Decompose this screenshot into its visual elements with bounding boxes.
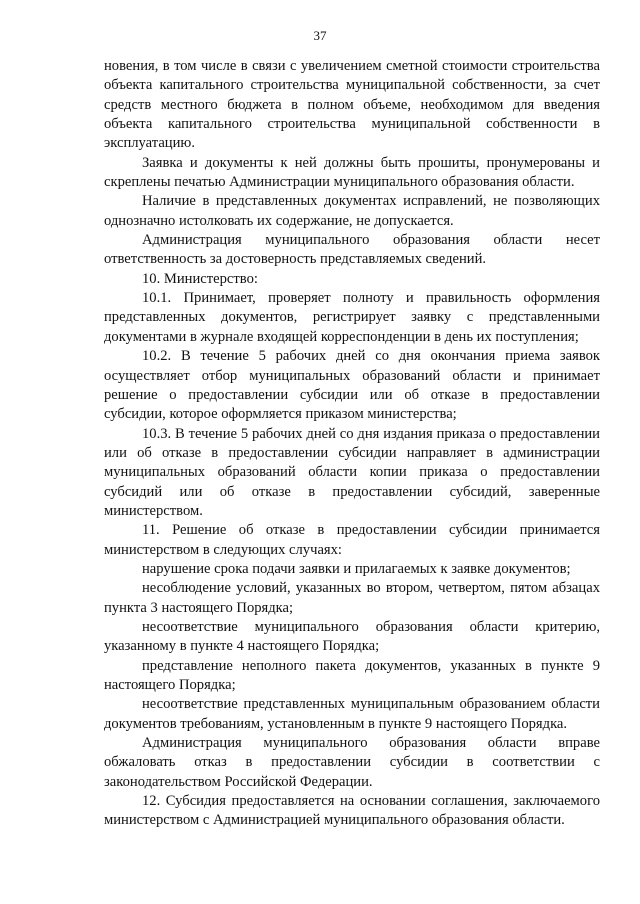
paragraph: 10.2. В течение 5 рабочих дней со дня окончания приема заявок осуществляет отбор муниципальных образований области и принимает решение о предоставлении субсидии или об отказе в предоставлении субсидии, которое оформляется приказом министерства; bbox=[104, 348, 600, 423]
paragraph: Администрация муниципального образования области несет ответственность за достоверность представляемых сведений. bbox=[104, 232, 600, 268]
paragraph: представление неполного пакета документов, указанных в пункте 9 настоящего Порядка; bbox=[104, 657, 600, 693]
paragraph: 12. Субсидия предоставляется на основании соглашения, заключаемого министерством с Администрацией муниципального образования области. bbox=[104, 793, 600, 829]
paragraph: несоответствие муниципального образования области критерию, указанному в пункте 4 настоящего Порядка; bbox=[104, 618, 600, 655]
paragraph: 10.1. Принимает, проверяет полноту и правильность оформления представленных документов, регистрирует заявку с представленными документами в журнале входящей корреспонденции в день их поступления; bbox=[104, 290, 600, 345]
paragraph: Заявка и документы к ней должны быть прошиты, пронумерованы и скреплены печатью Администрации муниципального образования области. bbox=[104, 154, 600, 191]
paragraph: нарушение срока подачи заявки и прилагаемых к заявке документов; bbox=[142, 560, 571, 577]
paragraph: несоблюдение условий, указанных во втором, четвертом, пятом абзацах пункта 3 настоящего Порядка; bbox=[104, 580, 600, 616]
paragraph: 11. Решение об отказе в предоставлении субсидии принимается министерством в следующих случаях: bbox=[104, 522, 600, 558]
paragraph: 10.3. В течение 5 рабочих дней со дня издания приказа о предоставлении или об отказе в предоставлении субсидии направляет в администрации муниципальных образований области копии приказа о предоставлении субсидий или об отказе в предоставлении субсидий, заверенные министерством. bbox=[104, 425, 600, 519]
document-body bbox=[104, 57, 600, 831]
paragraph: 10. Министерство: bbox=[142, 270, 258, 287]
page-number: 37 bbox=[313, 28, 327, 43]
paragraph: несоответствие представленных муниципальным образованием области документов требованиям, установленным в пункте 9 настоящего Порядка. bbox=[104, 696, 600, 732]
paragraph: новения, в том числе в связи с увеличением сметной стоимости строительства объекта капитального строительства муниципальной собственности, за счет средств местного бюджета в полном объеме, необходимом для введения объекта капитального строительства муниципальной собственности в эксплуатацию. bbox=[104, 58, 600, 152]
paragraph: Наличие в представленных документах исправлений, не позволяющих однозначно истолковать их содержание, не допускается. bbox=[104, 193, 600, 229]
paragraph: Администрация муниципального образования области вправе обжаловать отказ в предоставлении субсидии в соответствии с законодательством Российской Федерации. bbox=[104, 735, 600, 790]
